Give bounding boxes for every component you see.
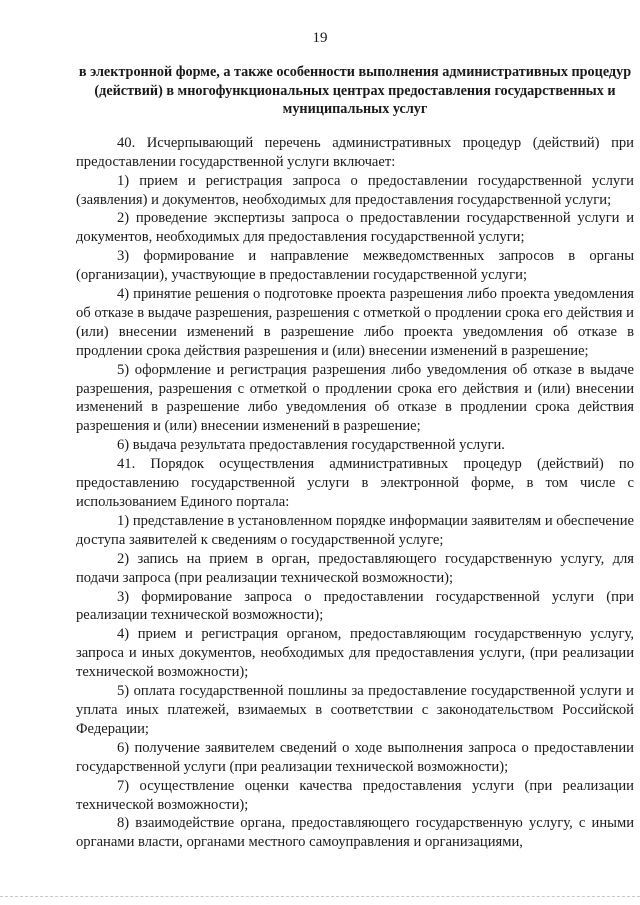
paragraph: 5) оформление и регистрация разрешения либо уведомления об отказе в выдаче разрешения, разрешения с отметкой о продлении срока его действия и (или) внесении изменений в разрешение либо уведомления об отказе в продлении срока действия разрешения и (или) внесении изменений в разрешение; xyxy=(76,361,634,435)
paragraph: 40. Исчерпывающий перечень административных процедур (действий) при предоставлении государственной услуги включает: xyxy=(76,134,634,170)
page-number: 19 xyxy=(312,30,328,46)
paragraph: 7) осуществление оценки качества предоставления услуги (при реализации технической возможности); xyxy=(76,777,634,813)
paragraph: 2) запись на прием в орган, предоставляющего государственную услугу, для подачи запроса (при реализации технической возможности); xyxy=(76,550,634,586)
page-bottom-rule xyxy=(0,896,640,897)
paragraph: 5) оплата государственной пошлины за предоставление государственной услуги и уплата иных платежей, взимаемых в соответствии с законодательством Российской Федерации; xyxy=(76,683,634,737)
paragraph: 1) прием и регистрация запроса о предоставлении государственной услуги (заявления) и документов, необходимых для предоставления государственной услуги; xyxy=(76,172,634,208)
paragraph: 3) формирование запроса о предоставлении государственной услуги (при реализации технической возможности); xyxy=(76,588,634,624)
paragraph: 41. Порядок осуществления административных процедур (действий) по предоставлению государственной услуги в электронной форме, в том числе с использованием Единого портала: xyxy=(76,456,634,510)
document-body xyxy=(76,134,634,852)
paragraph: 2) проведение экспертизы запроса о предоставлении государственной услуги и документов, необходимых для предоставления государственной услуги; xyxy=(76,210,634,246)
paragraph: 6) получение заявителем сведений о ходе выполнения запроса о предоставлении государственной услуги (при реализации технической возможности); xyxy=(76,739,634,775)
paragraph: 4) принятие решения о подготовке проекта разрешения либо проекта уведомления об отказе в выдаче разрешения, разрешения с отметкой о продлении срока его действия и (или) внесении изменений в разрешение либо проекта уведомления об отказе в продлении срока действия разрешения и (или) внесении изменений в разрешение; xyxy=(76,286,634,359)
section-heading: в электронной форме, а также особенности выполнения административных процедур (действий) в многофункциональных центрах предоставления государственных и муниципальных услуг xyxy=(78,64,632,118)
paragraph: 6) выдача результата предоставления государственной услуги. xyxy=(117,437,505,454)
paragraph: 4) прием и регистрация органом, предоставляющим государственную услугу, запроса и иных документов, необходимых для предоставления услуги, (при реализации технической возможности); xyxy=(76,626,634,681)
paragraph: 3) формирование и направление межведомственных запросов в органы (организации), участвующие в предоставлении государственной услуги; xyxy=(76,248,634,284)
paragraph: 8) взаимодействие органа, предоставляющего государственную услугу, с иными органами власти, органами местного самоуправления и организациями, xyxy=(76,815,634,851)
paragraph: 1) представление в установленном порядке информации заявителям и обеспечение доступа заявителей к сведениям о государственной услуге; xyxy=(76,512,634,548)
